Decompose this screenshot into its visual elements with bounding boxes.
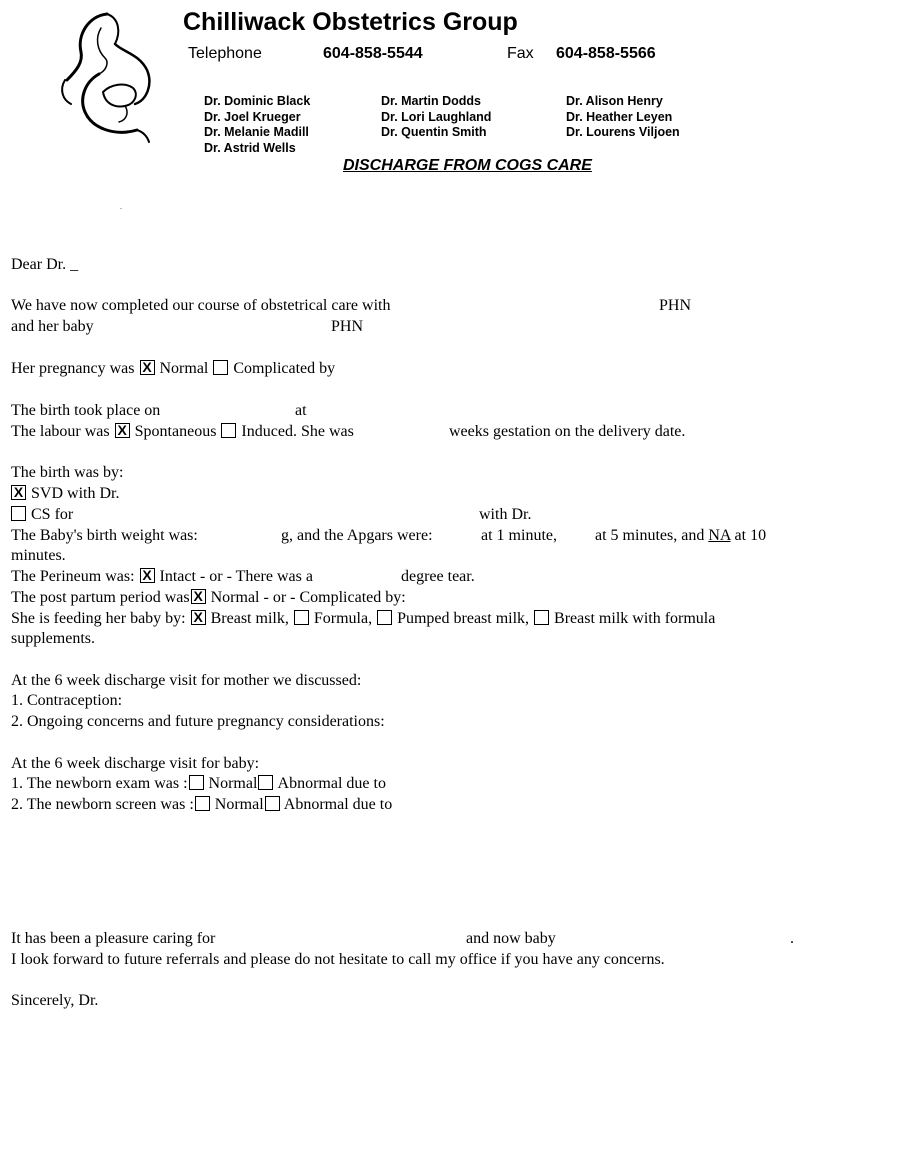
perineum-line (11, 567, 313, 587)
salutation (11, 255, 78, 275)
baby-phn-label: PHN (331, 318, 364, 335)
labour-spontaneous-checkbox[interactable] (115, 423, 130, 438)
tear-text: degree tear. (401, 568, 475, 585)
exam-abnormal-checkbox[interactable] (258, 775, 273, 790)
newborn-exam-label: 1. The newborn exam was : (11, 775, 188, 792)
feeding-breast-formula-label: Breast milk with formula (554, 610, 716, 627)
screen-normal-label: Normal (214, 796, 264, 813)
doctor-name: Dr. Astrid Wells (204, 140, 296, 155)
baby-text: and her baby (11, 318, 94, 335)
doctor-name: Dr. Dominic Black (204, 94, 311, 108)
cs-line (11, 505, 73, 525)
clinic-name: Chilliwack Obstetrics Group (183, 8, 518, 36)
doctors-column-1 (204, 94, 310, 156)
exam-normal-checkbox[interactable] (189, 775, 204, 790)
birth-by-label: The birth was by: (11, 464, 124, 481)
and-now-baby-text: and now baby (466, 930, 556, 947)
feeding-pumped-label: Pumped breast milk, (397, 610, 530, 627)
doctor-name: Dr. Heather Leyen (566, 109, 673, 124)
telephone-number: 604-858-5544 (323, 45, 423, 62)
labour-line (11, 422, 354, 442)
perineum-intact-checkbox[interactable] (140, 568, 155, 583)
labour-spontaneous-label: Spontaneous (134, 423, 217, 440)
mother-phn-label: PHN (659, 297, 692, 314)
newborn-exam-line (11, 774, 386, 794)
postpartum-line (11, 588, 406, 608)
ongoing-concerns-item: 2. Ongoing concerns and future pregnancy considerations: (11, 713, 385, 730)
doctor-name: Dr. Lori Laughland (381, 109, 492, 124)
doctor-name: Dr. Melanie Madill (204, 125, 309, 139)
birth-svd-checkbox[interactable] (11, 485, 26, 500)
feeding-pumped-checkbox[interactable] (377, 610, 392, 625)
exam-abnormal-label: Abnormal due to (277, 775, 386, 792)
svd-line (11, 484, 119, 504)
supplements-text: supplements. (11, 630, 95, 647)
cs-with-dr: with Dr. (479, 506, 532, 523)
apgar-five-minutes: at 5 minutes, and (595, 527, 705, 544)
exam-normal-label: Normal (208, 775, 258, 792)
salutation-text: Dear Dr. (11, 256, 67, 273)
feeding-breast-label: Breast milk, (210, 610, 289, 627)
birth-svd-label: SVD with Dr. (31, 485, 120, 502)
perineum-label: The Perineum was: (11, 568, 135, 585)
form-title: DISCHARGE FROM COGS CARE (343, 157, 592, 174)
feeding-line (11, 609, 715, 629)
feeding-breast-checkbox[interactable] (191, 610, 206, 625)
pleasure-text: It has been a pleasure caring for (11, 930, 216, 947)
feeding-label: She is feeding her baby by: (11, 610, 186, 627)
scan-speck (120, 208, 122, 209)
contraception-item: 1. Contraception: (11, 692, 123, 709)
salutation-blank: _ (70, 256, 79, 273)
newborn-screen-line (11, 795, 392, 815)
sentence-period: . (790, 930, 794, 947)
postpartum-label: The post partum period was (11, 589, 190, 606)
doctor-name: Dr. Alison Henry (566, 94, 663, 108)
doctors-column-3 (566, 94, 680, 141)
apgars-text: g, and the Apgars were: (281, 527, 433, 544)
apgar-one-minute: at 1 minute, (481, 527, 557, 544)
screen-abnormal-checkbox[interactable] (265, 796, 280, 811)
doctors-column-2 (381, 94, 491, 141)
doctor-name: Dr. Joel Krueger (204, 109, 301, 124)
fax-number: 604-858-5566 (556, 45, 656, 62)
labour-induced-checkbox[interactable] (221, 423, 236, 438)
pregnancy-complicated-checkbox[interactable] (213, 360, 228, 375)
postpartum-normal-checkbox[interactable] (191, 589, 206, 604)
pregnancy-normal-checkbox[interactable] (140, 360, 155, 375)
look-forward-text: I look forward to future referrals and please do not hesitate to call my office if you have any concerns. (11, 951, 665, 968)
feeding-formula-checkbox[interactable] (294, 610, 309, 625)
mother-visit-heading: At the 6 week discharge visit for mother we discussed: (11, 672, 362, 689)
birth-place-at: at (295, 402, 307, 419)
labour-induced-label: Induced. She was (241, 423, 354, 440)
screen-normal-checkbox[interactable] (195, 796, 210, 811)
birth-cs-checkbox[interactable] (11, 506, 26, 521)
labour-label: The labour was (11, 423, 110, 440)
pregnancy-label: Her pregnancy was (11, 360, 135, 377)
feeding-breast-formula-checkbox[interactable] (534, 610, 549, 625)
weight-text: The Baby's birth weight was: (11, 527, 198, 544)
perineum-intact-label: Intact - or - There was a (159, 568, 313, 585)
baby-visit-heading: At the 6 week discharge visit for baby: (11, 755, 260, 772)
newborn-screen-label: 2. The newborn screen was : (11, 796, 194, 813)
telephone-label: Telephone (188, 45, 262, 62)
apgar-ten-value: NA (708, 527, 731, 544)
fax-label: Fax (507, 45, 534, 62)
screen-abnormal-label: Abnormal due to (283, 796, 393, 813)
feeding-formula-label: Formula, (313, 610, 373, 627)
doctor-name: Dr. Lourens Viljoen (566, 125, 680, 139)
doctor-name: Dr. Martin Dodds (381, 94, 482, 108)
mother-and-child-logo-icon (55, 8, 155, 146)
gestation-text: weeks gestation on the delivery date. (449, 423, 686, 440)
pregnancy-normal-label: Normal (159, 360, 209, 377)
completed-care-text: We have now completed our course of obstetrical care with (11, 297, 391, 314)
pregnancy-line (11, 359, 335, 379)
doctor-name: Dr. Quentin Smith (381, 125, 487, 139)
pregnancy-complicated-label: Complicated by (233, 360, 336, 377)
minutes-text: minutes. (11, 547, 66, 564)
birth-place-text: The birth took place on (11, 402, 161, 419)
sincerely-text: Sincerely, Dr. (11, 992, 99, 1009)
birth-cs-label: CS for (31, 506, 74, 523)
apgar-ten-label: at 10 (734, 527, 767, 544)
postpartum-option-label: Normal - or - Complicated by: (210, 589, 406, 606)
apgar-five-ten (595, 526, 766, 546)
